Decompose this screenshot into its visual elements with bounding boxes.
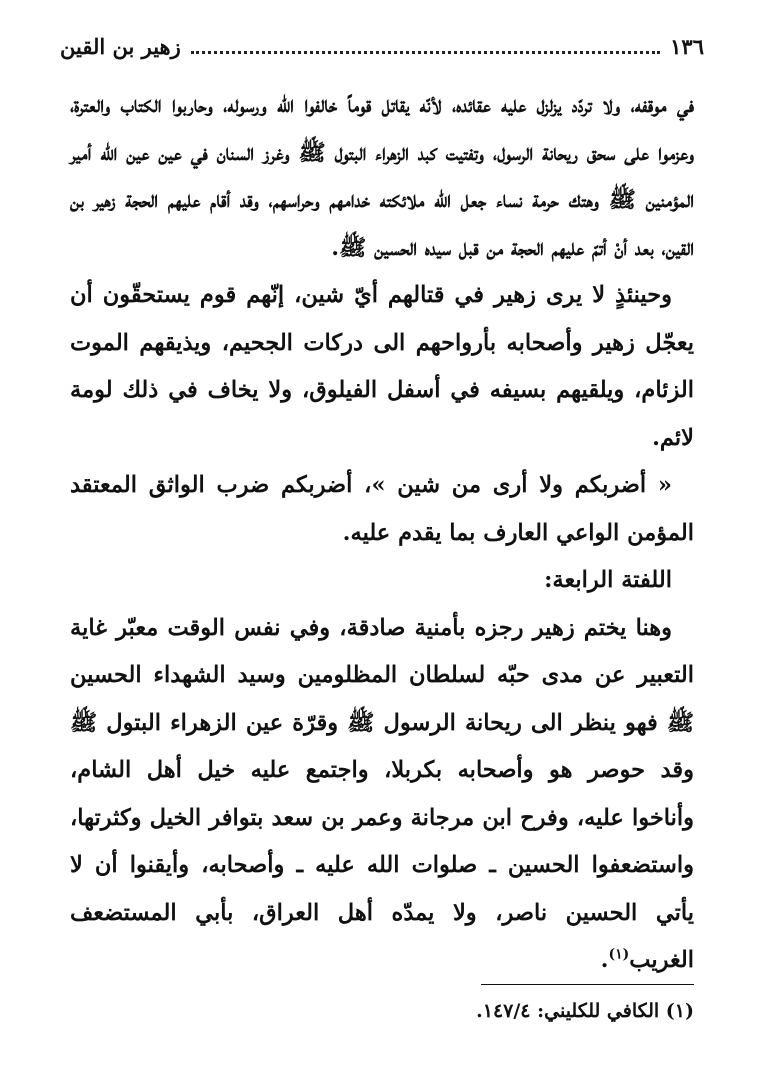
running-header bbox=[60, 28, 704, 64]
footnote: (١) الكافي للكليني: ١٤٧/٤. bbox=[476, 1000, 694, 1022]
page-number: ١٣٦ bbox=[670, 33, 704, 59]
section-subheading: اللفتة الرابعة: bbox=[544, 567, 672, 593]
paragraph-1: في موقفه، ولا تردّد يزلزل عليه عقائده، لأنّه يقاتل قوماً خالفوا الله ورسوله، وحاربوا الكتاب والعترة، وعزموا على سحق ريحانة الرسول، وتفتيت كبد الزهراء البتول ﷺ وغرز السنان في عين عين الله أمير المؤمنين ﷺ وهتك حرمة نساء جعل الله ملائكته خدامهم وحراسهم، وقد أقام عليهم الحجة زهير بن القين، بعد أنْ أتمّ عليهم الحجة من قبل سيده الحسين ﷺ. bbox=[70, 92, 694, 261]
footnote-reference: (١) bbox=[608, 946, 630, 963]
main-text bbox=[70, 82, 694, 985]
header-dot-leader bbox=[191, 51, 660, 54]
paragraph-4-end: . bbox=[600, 947, 609, 973]
paragraph-4-text: وهنا يختم زهير رجزه بأمنية صادقة، وفي نفس الوقت معبّر غاية التعبير عن مدى حبّه لسلطان المظلومين وسيد الشهداء الحسين ﷺ فهو ينظر الى ريحانة الرسول ﷺ وقرّة عين الزهراء البتول ﷺ وقد حوصر هو وأصحابه بكربلا، واجتمع عليه خيل أهل الشام، وأناخوا عليه، وفرح ابن مرجانة وعمر بن سعد بتوافر الخيل وكثرتها، واستضعفوا الحسين ـ صلوات الله عليه ـ وأصحابه، وأيقنوا أن لا يأتي الحسين ناصر، ولا يمدّه أهل العراق، بأبي المستضعف الغريب bbox=[70, 614, 694, 973]
paragraph-2: وحينئذٍ لا يرى زهير في قتالهم أيّ شين، إنّهم قوم يستحقّون أن يعجّل زهير وأصحابه بأرواحهم الى دركات الجحيم، ويذيقهم الموت الزئام، ويلقيهم بسيفه في أسفل الفيلوق، ولا يخاف في ذلك لومة لائم. bbox=[70, 282, 694, 451]
footnote-separator bbox=[481, 984, 694, 985]
paragraph-4 bbox=[70, 605, 694, 985]
running-title: زهير بن القين bbox=[60, 33, 181, 59]
paragraph-3: « أضربكم ولا أرى من شين »، أضربكم ضرب الواثق المعتقد المؤمن الواعي العارف بما يقدم عليه. bbox=[70, 472, 694, 546]
